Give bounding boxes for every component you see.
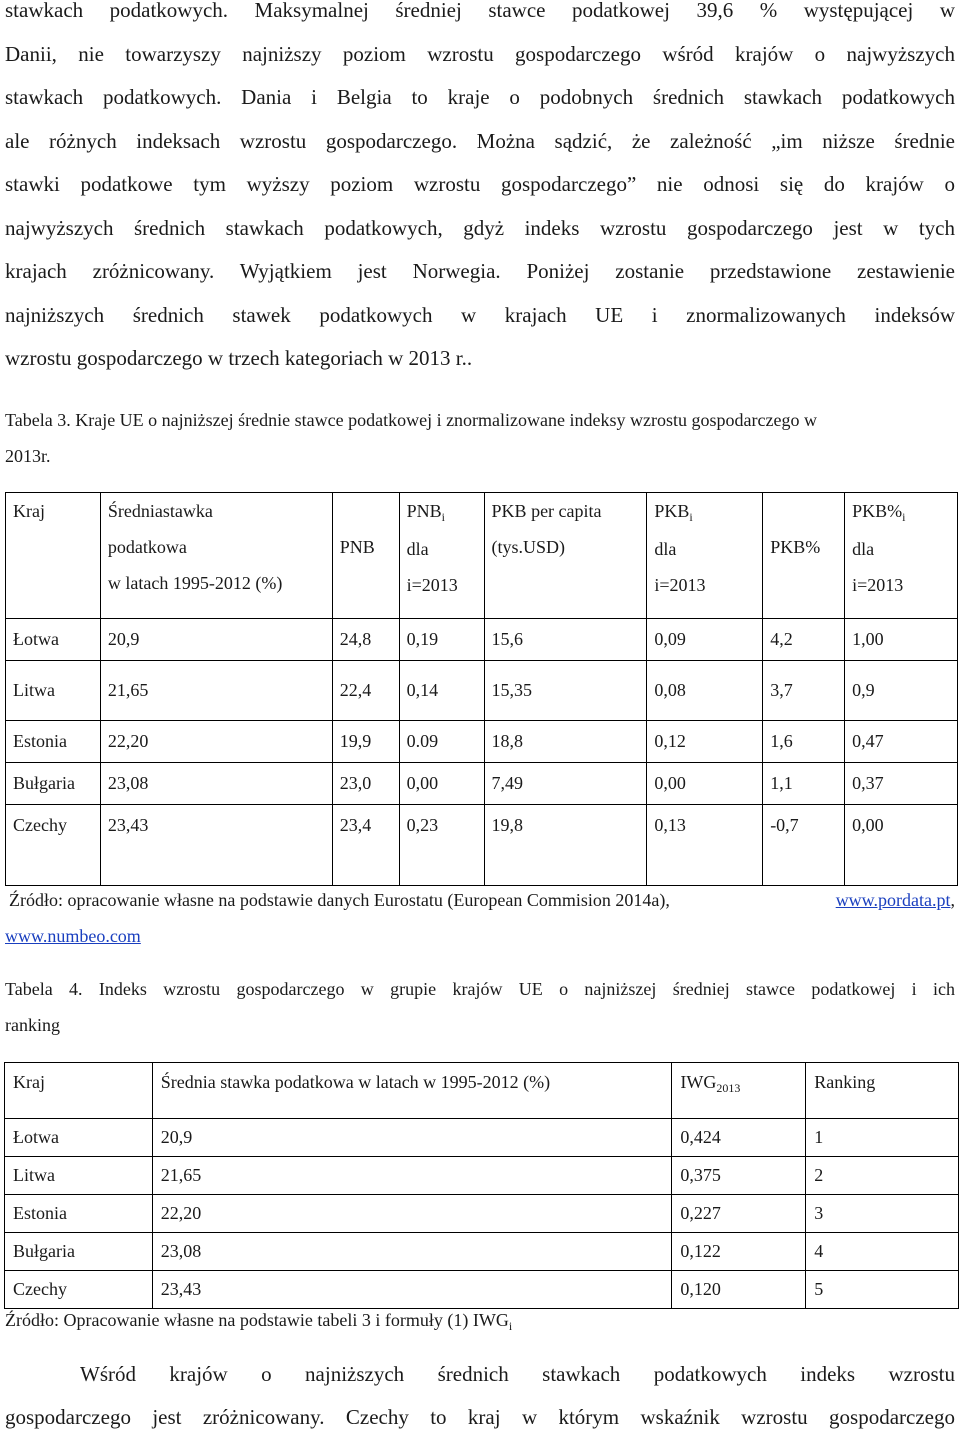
table-cell: 0,09 <box>647 619 763 661</box>
header-cell: $PNB_i$ dla i=2013 <box>399 493 484 619</box>
text-line: wzrostu gospodarczego w trzech kategoriach w 2013 r.. <box>5 346 473 370</box>
table-cell: 0,122 <box>672 1233 806 1271</box>
table-cell: Estonia <box>5 1195 153 1233</box>
caption-line: Tabela 3. Kraje UE o najniższej średnie stawce podatkowej i znormalizowane indeksy wzrostu gospodarczego w <box>5 410 817 430</box>
text-line: gospodarczego jest zróżnicowany. Czechy to kraj w którym wskaźnik wzrostu gospodarczego <box>5 1405 955 1429</box>
table-cell: 5 <box>806 1271 959 1309</box>
header-cell: $PKB_i$ dla i=2013 <box>647 493 763 619</box>
table-cell: 0,120 <box>672 1271 806 1309</box>
table-cell: 20,9 <box>100 619 332 661</box>
table-cell: 23,08 <box>152 1233 672 1271</box>
text-line: ale różnych indeksach wzrostu gospodarczego. Można sądzić, że zależność „im niższe średnie <box>5 128 955 153</box>
text-line: stawkach podatkowych. Maksymalnej średniej stawce podatkowej 39,6 % występującej w <box>5 0 955 22</box>
table-cell: 0,14 <box>399 661 484 721</box>
table4-caption <box>5 971 955 1043</box>
header-cell: PKB per capita (tys.USD) <box>484 493 647 619</box>
table-header-row <box>5 1063 959 1119</box>
table-cell: 0,424 <box>672 1119 806 1157</box>
table-cell: 0,00 <box>647 763 763 805</box>
closing-paragraph <box>5 1353 955 1439</box>
table-cell: 22,4 <box>332 661 399 721</box>
table-row <box>5 1157 959 1195</box>
table-cell: 15,35 <box>484 661 647 721</box>
table-cell: Łotwa <box>6 619 101 661</box>
text-line: Wśród krajów o najniższych średnich stawkach podatkowych indeks wzrostu <box>80 1362 955 1386</box>
table-cell: 1,6 <box>763 721 845 763</box>
table-cell: 0,37 <box>845 763 958 805</box>
table4 <box>4 1062 959 1309</box>
table-cell: 22,20 <box>152 1195 672 1233</box>
table-cell: 0,13 <box>647 805 763 886</box>
table-cell: 23,0 <box>332 763 399 805</box>
table-row <box>5 1195 959 1233</box>
table-cell: 0,19 <box>399 619 484 661</box>
source-link-numbeo[interactable]: www.numbeo.com <box>5 926 141 946</box>
table-row <box>6 619 958 661</box>
text-line: krajach zróżnicowany. Wyjątkiem jest Norwegia. Poniżej zostanie przedstawione zestawienie <box>5 259 955 283</box>
table-cell: 3,7 <box>763 661 845 721</box>
table-cell: 0,227 <box>672 1195 806 1233</box>
caption-line: 2013r. <box>5 446 51 466</box>
header-cell: Średnia stawka podatkowa w latach w 1995-2012 (%) <box>152 1063 672 1119</box>
table-cell: 0.09 <box>399 721 484 763</box>
text-line: stawki podatkowe tym wyższy poziom wzrostu gospodarczego” nie odnosi się do krajów o <box>5 172 955 196</box>
header-cell: $IWG_{2013}$ <box>672 1063 806 1119</box>
table-cell: 7,49 <box>484 763 647 805</box>
table-cell: 24,8 <box>332 619 399 661</box>
table-cell: 0,9 <box>845 661 958 721</box>
table-cell: 0,375 <box>672 1157 806 1195</box>
table-row <box>6 763 958 805</box>
table3-source <box>5 882 955 954</box>
text-line: najniższych średnich stawek podatkowych w krajach UE i znormalizowanych indeksów <box>5 302 955 327</box>
table-row <box>6 805 958 886</box>
text-line: Danii, nie towarzyszy najniższy poziom wzrostu gospodarczego wśród krajów o najwyższych <box>5 41 955 66</box>
table-cell: Bułgaria <box>5 1233 153 1271</box>
source-text: Źródło: opracowanie własne na podstawie danych Eurostatu (European Commision 2014a), <box>9 890 670 910</box>
table-cell: 21,65 <box>152 1157 672 1195</box>
table-cell: 23,4 <box>332 805 399 886</box>
header-cell: Kraj <box>6 493 101 619</box>
table3-caption <box>5 402 955 474</box>
table-cell: 0,12 <box>647 721 763 763</box>
separator: , <box>950 890 955 910</box>
source-link-pordata[interactable]: www.pordata.pt <box>835 890 951 910</box>
table-cell: 23,08 <box>100 763 332 805</box>
header-cell: $PKB\%_i$ dla i=2013 <box>845 493 958 619</box>
table-cell: 21,65 <box>100 661 332 721</box>
table-row <box>5 1119 959 1157</box>
table-cell: Litwa <box>5 1157 153 1195</box>
table-cell: Łotwa <box>5 1119 153 1157</box>
text-line: stawkach podatkowych. Dania i Belgia to kraje o podobnych średnich stawkach podatkowych <box>5 85 955 109</box>
table-cell: 23,43 <box>152 1271 672 1309</box>
table-cell: 4 <box>806 1233 959 1271</box>
table-cell: 19,8 <box>484 805 647 886</box>
table-header-row <box>6 493 958 619</box>
caption-line: Tabela 4. Indeks wzrostu gospodarczego w grupie krajów UE o najniższej średniej stawce podatkowej i ich <box>5 979 955 999</box>
table-cell: 18,8 <box>484 721 647 763</box>
table-cell: Bułgaria <box>6 763 101 805</box>
table-cell: 3 <box>806 1195 959 1233</box>
table-cell: 22,20 <box>100 721 332 763</box>
table-cell: 4,2 <box>763 619 845 661</box>
caption-line: ranking <box>5 1015 60 1035</box>
header-cell: Średniastawka podatkowa w latach 1995-2012 (%) <box>100 493 332 619</box>
table-cell: Estonia <box>6 721 101 763</box>
source-text: Źródło: Opracowanie własne na podstawie tabeli 3 i formuły (1) IWG <box>5 1310 509 1330</box>
table-cell: -0,7 <box>763 805 845 886</box>
table-cell: 1 <box>806 1119 959 1157</box>
table-cell: 20,9 <box>152 1119 672 1157</box>
table-cell: Czechy <box>5 1271 153 1309</box>
table-cell: Litwa <box>6 661 101 721</box>
table-cell: 1,1 <box>763 763 845 805</box>
table-cell: 0,00 <box>399 763 484 805</box>
header-cell: Kraj <box>5 1063 153 1119</box>
table-cell: 19,9 <box>332 721 399 763</box>
table-cell: 0,23 <box>399 805 484 886</box>
header-cell: Ranking <box>806 1063 959 1119</box>
table-row <box>5 1233 959 1271</box>
table-row <box>6 661 958 721</box>
table-cell: 0,08 <box>647 661 763 721</box>
text-line: najwyższych średnich stawkach podatkowych, gdyż indeks wzrostu gospodarczego jest w tych <box>5 215 955 240</box>
header-cell: PKB% <box>763 493 845 619</box>
source-subscript: i <box>508 1319 513 1333</box>
table-row <box>6 721 958 763</box>
table-cell: 0,47 <box>845 721 958 763</box>
intro-paragraph <box>5 0 955 381</box>
table-cell: 2 <box>806 1157 959 1195</box>
table-cell: 1,00 <box>845 619 958 661</box>
table-cell: 15,6 <box>484 619 647 661</box>
table-cell: 0,00 <box>845 805 958 886</box>
table4-source <box>5 1302 955 1340</box>
table-cell: 23,43 <box>100 805 332 886</box>
table3 <box>5 492 958 886</box>
header-cell: PNB <box>332 493 399 619</box>
table-cell: Czechy <box>6 805 101 886</box>
